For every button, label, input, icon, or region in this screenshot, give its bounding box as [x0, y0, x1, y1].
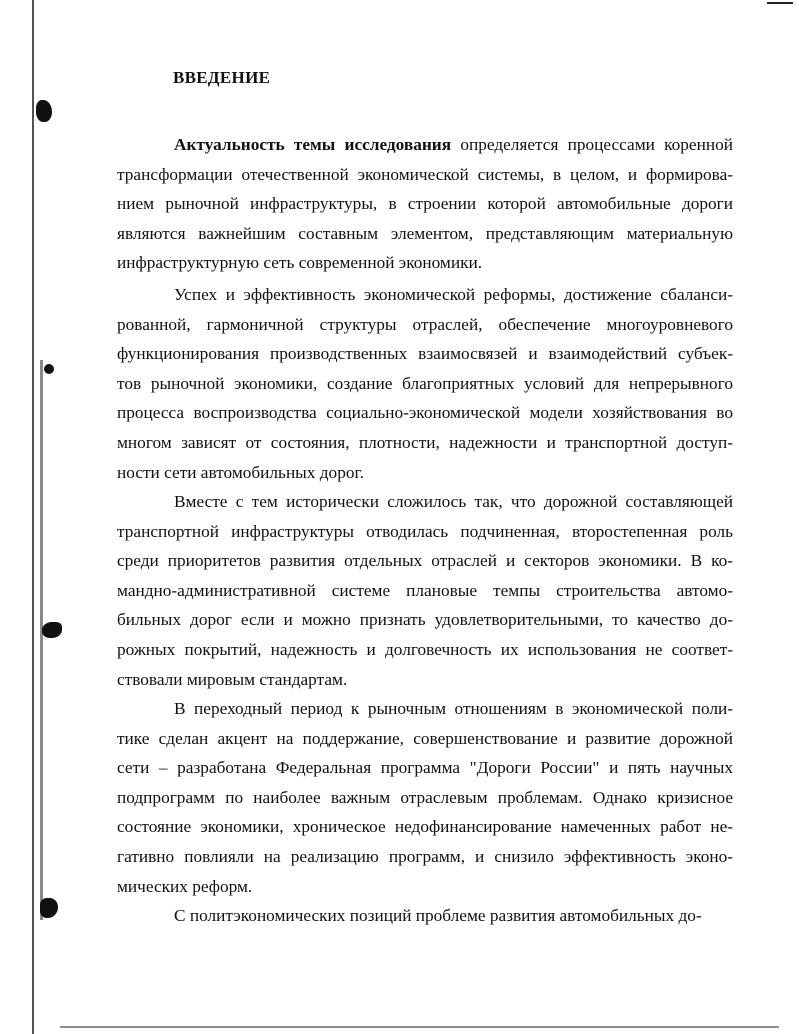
text-line [117, 219, 733, 249]
text-line [117, 458, 733, 488]
text-line [117, 428, 733, 458]
scan-mark [767, 2, 793, 4]
line-text: подпрограмм по наиболее важным отраслевым проблемам. Однако кризисное [117, 787, 733, 807]
line-text: сети – разработана Федеральная программа "Дороги России" и пять научных [117, 758, 733, 778]
text-line [117, 280, 733, 310]
scan-bottom-line [60, 1026, 779, 1028]
text-line [117, 130, 733, 160]
text-line [117, 339, 733, 369]
scan-blot [44, 364, 54, 374]
scan-edge-artifact [32, 0, 36, 1034]
text-line [117, 605, 733, 635]
line-text: мандно-административной системе плановые темпы строительства автомо- [117, 580, 733, 600]
paragraph [117, 280, 733, 487]
text-line [117, 872, 733, 902]
line-text: рованной, гармоничной структуры отраслей, обеспечение многоуровневого [117, 314, 733, 334]
line-text: среди приоритетов развития отдельных отраслей и секторов экономики. В ко- [117, 551, 733, 571]
text-line [117, 189, 733, 219]
line-text: ности сети автомобильных дорог. [117, 462, 364, 482]
line-text: нием рыночной инфраструктуры, в строении которой автомобильные дороги [117, 194, 733, 214]
text-line [117, 546, 733, 576]
text-line [117, 487, 733, 517]
scan-blot [36, 100, 52, 122]
line-text: С политэкономических позиций проблеме развития автомобильных до- [174, 906, 702, 925]
line-text: процесса воспроизводства социально-экономической модели хозяйствования во [117, 403, 733, 423]
paragraph [117, 487, 733, 694]
line-text: тике сделан акцент на поддержание, совершенствование и развитие дорожной [117, 728, 733, 748]
text-line [117, 248, 733, 278]
line-text: Вместе с тем исторически сложилось так, что дорожной составляющей [174, 492, 733, 511]
text-line [117, 842, 733, 872]
line-text: определяется процессами коренной [451, 135, 733, 154]
line-text: являются важнейшим составным элементом, представляющим материальную [117, 223, 733, 243]
line-text: инфраструктурную сеть современной экономики. [117, 253, 483, 273]
line-text: многом зависят от состояния, плотности, надежности и транспортной доступ- [117, 432, 733, 452]
line-text: ствовали мировым стандартам. [117, 669, 348, 689]
paragraph [117, 130, 733, 278]
line-text: транспортной инфраструктуры отводилась подчиненная, второстепенная роль [117, 521, 733, 541]
text-line [117, 160, 733, 190]
scan-blot [42, 622, 62, 638]
line-text: тов рыночной экономики, создание благоприятных условий для непрерывного [117, 373, 733, 393]
text-line [117, 724, 733, 754]
text-line [117, 517, 733, 547]
text-line [117, 665, 733, 695]
text-line [117, 310, 733, 340]
line-text: рожных покрытий, надежность и долговечность их использования не соответ- [117, 639, 733, 659]
text-line [117, 901, 733, 931]
paragraph [117, 694, 733, 901]
line-text: бильных дорог если и можно признать удовлетворительными, то качество до- [117, 610, 733, 630]
text-line [117, 812, 733, 842]
text-line [117, 398, 733, 428]
text-line [117, 369, 733, 399]
line-text: трансформации отечественной экономической системы, в целом, и формирова- [117, 164, 733, 184]
line-text: функционирования производственных взаимосвязей и взаимодействий субъек- [117, 344, 733, 364]
bold-phrase: Актуальность темы исследования [174, 135, 452, 154]
line-text: мических реформ. [117, 876, 253, 896]
section-heading: ВВЕДЕНИЕ [173, 68, 271, 87]
text-line [117, 753, 733, 783]
line-text: гативно повлияли на реализацию программ, и снизило эффективность эконо- [117, 846, 733, 866]
line-text: В переходный период к рыночным отношениям в экономической поли- [174, 699, 733, 718]
paragraph [117, 901, 733, 931]
line-text: состояние экономики, хроническое недофинансирование намеченных работ не- [117, 817, 733, 837]
scan-blot [40, 898, 58, 918]
line-text: Успех и эффективность экономической реформы, достижение сбаланси- [174, 285, 733, 304]
text-line [117, 635, 733, 665]
scan-edge-artifact [40, 360, 43, 920]
text-line [117, 694, 733, 724]
text-line [117, 783, 733, 813]
text-line [117, 576, 733, 606]
